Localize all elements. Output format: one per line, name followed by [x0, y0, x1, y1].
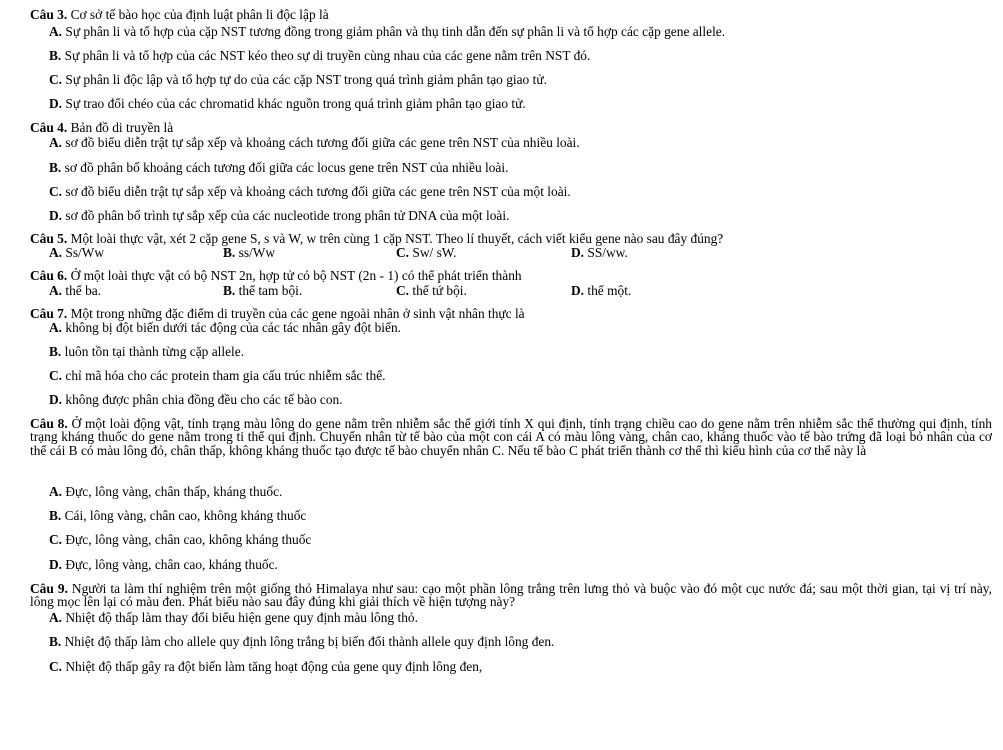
- question-7-option-a: [49, 321, 401, 335]
- option-label: C.: [396, 245, 410, 260]
- option-text: Đực, lông vàng, chân cao, kháng thuốc.: [62, 557, 278, 572]
- question-number: Câu 3.: [30, 7, 68, 22]
- question-8-option-b: [49, 509, 306, 523]
- question-text: Bản đồ di truyền là: [67, 120, 174, 135]
- question-9-option-c: [49, 660, 482, 674]
- option-text: thể một.: [584, 283, 632, 298]
- option-label: A.: [49, 320, 63, 335]
- question-4-option-d: [49, 209, 509, 223]
- question-text: Ở một loài động vật, tính trạng màu lông do gene nằm trên nhiễm sắc thể giới tính X qui định, tính trạng chiều cao do gene nằm trên nhiễm sắc thể thường qui định, tính trạng kháng thuốc do gene nằm trong ti thể qui định. Chuyển nhân từ tế bào của một con cái A có màu lông vàng, chân cao, kháng thuốc vào tế bào trứng đã loại bỏ nhân của cơ thể cái B có màu lông đỏ, chân thấp, không kháng thuốc tạo được tế bào chuyển nhân C. Nếu tế bào C phát triển thành cơ thể thì kiểu hình của cơ thể này là: [30, 416, 992, 458]
- option-text: sơ đồ biểu diễn trật tự sắp xếp và khoảng cách tương đối giữa các gene trên NST của nhiều loài.: [62, 135, 580, 150]
- question-number: Câu 6.: [30, 268, 68, 283]
- option-label: D.: [571, 283, 585, 298]
- option-label: C.: [49, 659, 63, 674]
- option-label: A.: [49, 610, 63, 625]
- option-label: C.: [49, 72, 63, 87]
- question-6-option-b: [223, 284, 302, 298]
- option-label: C.: [396, 283, 410, 298]
- option-label: A.: [49, 24, 63, 39]
- option-text: Sự phân li và tổ hợp của các NST kéo theo sự di truyền cùng nhau của các gene nằm trên NST đó.: [61, 48, 591, 63]
- option-label: D.: [49, 96, 63, 111]
- option-label: C.: [49, 368, 63, 383]
- question-5-option-d: [571, 246, 628, 260]
- question-7-option-d: [49, 393, 343, 407]
- option-label: D.: [49, 557, 63, 572]
- option-label: B.: [49, 48, 62, 63]
- question-8-option-d: [49, 558, 278, 572]
- option-text: SS/ww.: [584, 245, 628, 260]
- question-6-option-c: [396, 284, 467, 298]
- option-label: D.: [49, 392, 63, 407]
- question-3-option-d: [49, 97, 526, 111]
- option-text: thể tam bội.: [235, 283, 303, 298]
- option-label: B.: [49, 344, 62, 359]
- question-4-option-c: [49, 185, 571, 199]
- question-3-option-c: [49, 73, 547, 87]
- option-text: chỉ mã hóa cho các protein tham gia cấu trúc nhiễm sắc thể.: [62, 368, 386, 383]
- question-number: Câu 4.: [30, 120, 68, 135]
- question-number: Câu 5.: [30, 231, 68, 246]
- option-label: A.: [49, 245, 63, 260]
- question-6-option-d: [571, 284, 631, 298]
- question-9-option-a: [49, 611, 418, 625]
- option-text: Sự phân li độc lập và tổ hợp tự do của các cặp NST trong quá trình giảm phân tạo giao tử.: [62, 72, 547, 87]
- question-9-option-b: [49, 635, 554, 649]
- option-text: Nhiệt độ thấp làm cho allele quy định lông trắng bị biến đổi thành allele quy định lông đen.: [61, 634, 555, 649]
- option-label: D.: [571, 245, 585, 260]
- question-4-stem: [30, 121, 173, 135]
- option-text: Sw/ sW.: [409, 245, 457, 260]
- option-text: luôn tồn tại thành từng cặp allele.: [61, 344, 245, 359]
- question-4-option-a: [49, 136, 580, 150]
- question-3-stem: [30, 8, 329, 22]
- option-label: A.: [49, 484, 63, 499]
- option-label: D.: [49, 208, 63, 223]
- question-9-stem: [30, 582, 992, 609]
- option-text: Sự trao đổi chéo của các chromatid khác nguồn trong quá trình giảm phân tạo giao tử.: [62, 96, 526, 111]
- option-text: Đực, lông vàng, chân cao, không kháng thuốc: [62, 532, 312, 547]
- option-label: B.: [223, 283, 236, 298]
- question-5-option-c: [396, 246, 457, 260]
- option-label: A.: [49, 135, 63, 150]
- option-label: C.: [49, 184, 63, 199]
- option-label: B.: [49, 634, 62, 649]
- question-5-option-a: [49, 246, 104, 260]
- option-text: thể ba.: [62, 283, 102, 298]
- question-number: Câu 8.: [30, 416, 68, 431]
- question-3-option-b: [49, 49, 590, 63]
- option-text: thể tứ bội.: [409, 283, 467, 298]
- question-8-option-a: [49, 485, 282, 499]
- option-text: không bị đột biến dưới tác động của các tác nhân gây đột biến.: [62, 320, 401, 335]
- option-text: không được phân chia đồng đều cho các tế bào con.: [62, 392, 343, 407]
- option-text: Nhiệt độ thấp làm thay đổi biểu hiện gene quy định màu lông thỏ.: [62, 610, 418, 625]
- option-text: sơ đồ phân bố trình tự sắp xếp của các nucleotide trong phân tử DNA của một loài.: [62, 208, 510, 223]
- question-5-stem: [30, 232, 723, 246]
- question-text: Cơ sở tế bào học của định luật phân li độc lập là: [67, 7, 329, 22]
- question-7-option-c: [49, 369, 386, 383]
- option-label: C.: [49, 532, 63, 547]
- question-7-stem: [30, 307, 525, 321]
- option-text: Cái, lông vàng, chân cao, không kháng thuốc: [61, 508, 307, 523]
- option-label: B.: [49, 508, 62, 523]
- option-text: sơ đồ biểu diễn trật tự sắp xếp và khoảng cách tương đối giữa các gene trên NST của một loài.: [62, 184, 571, 199]
- question-6-option-a: [49, 284, 101, 298]
- question-6-stem: [30, 269, 522, 283]
- question-3-option-a: [49, 25, 725, 39]
- question-4-option-b: [49, 161, 508, 175]
- option-text: Ss/Ww: [62, 245, 105, 260]
- option-text: Nhiệt độ thấp gây ra đột biến làm tăng hoạt động của gene quy định lông đen,: [62, 659, 483, 674]
- question-text: Một loài thực vật, xét 2 cặp gene S, s và W, w trên cùng 1 cặp NST. Theo lí thuyết, cách viết kiểu gene nào sau đây đúng?: [67, 231, 724, 246]
- question-8-option-c: [49, 533, 311, 547]
- option-text: sơ đồ phân bố khoảng cách tương đối giữa các locus gene trên NST của nhiều loài.: [61, 160, 509, 175]
- question-7-option-b: [49, 345, 244, 359]
- question-number: Câu 7.: [30, 306, 68, 321]
- question-text: Người ta làm thí nghiệm trên một giống thỏ Himalaya như sau: cạo một phần lông trắng trên lưng thỏ và buộc vào đó một cục nước đá; sau một thời gian, tại vị trí này, lông mọc lên lại có màu đen. Phát biểu nào sau đây đúng khi giải thích về hiện tượng này?: [30, 581, 992, 610]
- question-text: Ở một loài thực vật có bộ NST 2n, hợp tử có bộ NST (2n - 1) có thể phát triển thành: [67, 268, 522, 283]
- option-label: B.: [223, 245, 236, 260]
- question-8-stem: [30, 417, 992, 457]
- option-text: Sự phân li và tổ hợp của cặp NST tương đồng trong giảm phân và thụ tinh dẫn đến sự phân li và tổ hợp các cặp gene allele.: [62, 24, 726, 39]
- question-number: Câu 9.: [30, 581, 68, 596]
- option-label: A.: [49, 283, 63, 298]
- question-5-option-b: [223, 246, 275, 260]
- option-label: B.: [49, 160, 62, 175]
- option-text: Đực, lông vàng, chân thấp, kháng thuốc.: [62, 484, 283, 499]
- option-text: ss/Ww: [235, 245, 276, 260]
- question-text: Một trong những đặc điểm di truyền của các gene ngoài nhân ở sinh vật nhân thực là: [67, 306, 525, 321]
